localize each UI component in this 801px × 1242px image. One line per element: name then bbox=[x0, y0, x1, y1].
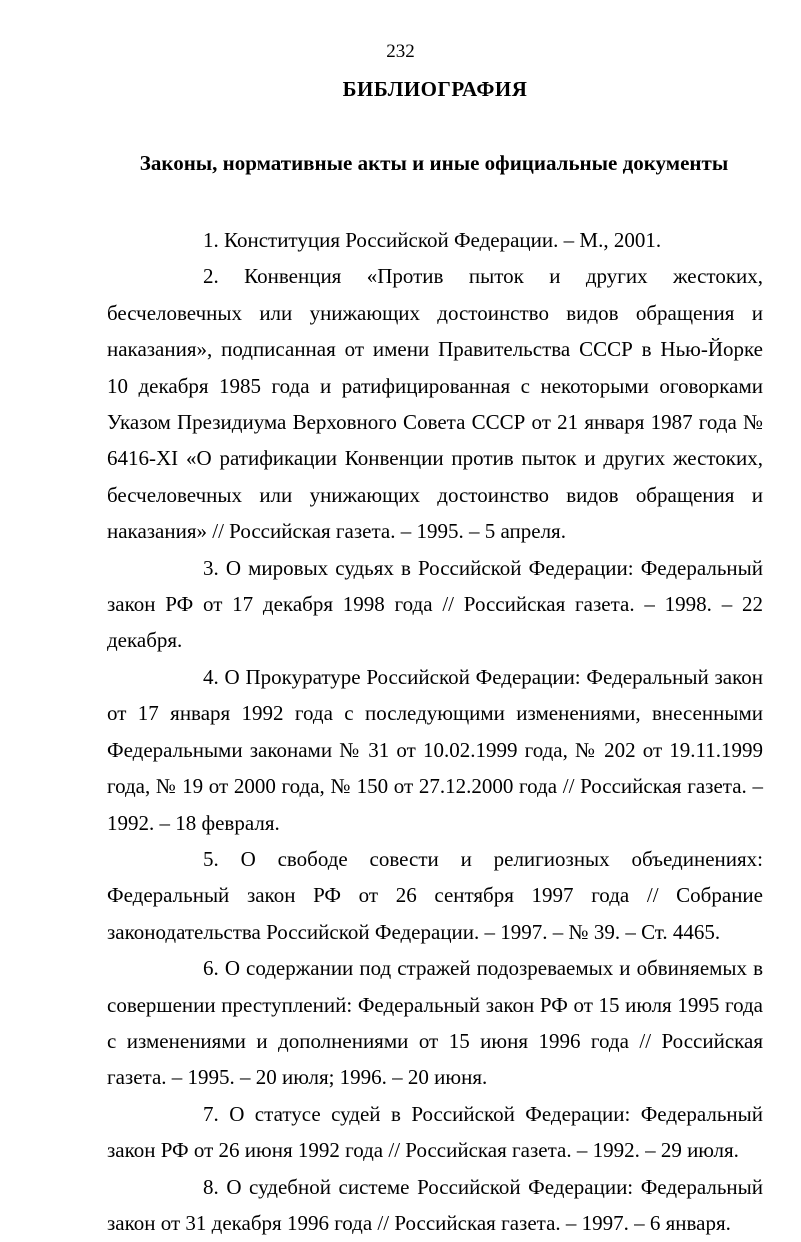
entry-text: О содержании под стражей подозреваемых и обвиняемых в совершении преступлений: Федеральный закон РФ от 15 июля 1995 года с изменениями и дополнениями от 15 июня 1996 года // Российская газета. – 1995. – 20 июля; 1996. – 20 июня. bbox=[107, 956, 764, 1090]
bibliography-entry bbox=[107, 1096, 763, 1169]
entry-text: О судебной системе Российской Федерации: Федеральный закон от 31 декабря 1996 года // Российская газета. – 1997. – 6 января. bbox=[107, 1174, 763, 1235]
bibliography-entry bbox=[107, 659, 763, 841]
entry-number: 8. bbox=[203, 1174, 219, 1199]
bibliography-list bbox=[107, 222, 763, 1241]
entry-number: 2. bbox=[203, 264, 219, 289]
entry-number: 1. bbox=[203, 228, 219, 252]
entry-number: 3. bbox=[203, 555, 219, 580]
entry-text: О Прокуратуре Российской Федерации: Федеральный закон от 17 января 1992 года с последующими изменениями, внесенными Федеральными законами № 31 от 10.02.1999 года, № 202 от 19.11.1999 года, № 19 от 2000 года, № 150 от 27.12.2000 года // Российская газета. –1992. – 18 февраля. bbox=[107, 664, 763, 835]
bibliography-entry bbox=[107, 550, 763, 659]
entry-text: О мировых судьях в Российской Федерации: Федеральный закон РФ от 17 декабря 1998 года // Российская газета. – 1998. – 22 декабря. bbox=[107, 555, 764, 653]
bibliography-entry bbox=[107, 222, 763, 258]
entry-text: О свободе совести и религиозных объединениях: Федеральный закон РФ от 26 сентября 1997 года // Собрание законодательства Российской Федерации. – 1997. – № 39. – Ст. 4465. bbox=[107, 846, 764, 944]
entry-number: 7. bbox=[203, 1101, 219, 1126]
entry-text: О статусе судей в Российской Федерации: Федеральный закон РФ от 26 июня 1992 года // Российская газета. – 1992. – 29 июля. bbox=[107, 1101, 764, 1163]
bibliography-entry bbox=[107, 841, 763, 950]
bibliography-entry bbox=[107, 950, 763, 1096]
page-title: БИБЛИОГРАФИЯ bbox=[342, 77, 528, 101]
entry-number: 5. bbox=[203, 846, 219, 871]
entry-text: Конституция Российской Федерации. – М., 2001. bbox=[224, 228, 662, 252]
entry-number: 4. bbox=[203, 664, 219, 689]
bibliography-entry bbox=[107, 258, 763, 549]
page-number: 232 bbox=[386, 41, 415, 62]
entry-number: 6. bbox=[203, 956, 219, 981]
bibliography-entry bbox=[107, 1169, 763, 1242]
section-heading: Законы, нормативные акты и иные официальные документы bbox=[139, 151, 729, 175]
entry-text: Конвенция «Против пыток и других жестоких, бесчеловечных или унижающих достоинство видов обращения и наказания», подписанная от имени Правительства СССР в Нью-Йорке 10 декабря 1985 года и ратифицированная с некоторыми оговорками Указом Президиума Верховного Совета СССР от 21 января 1987 года № 6416-XI «О ратификации Конвенции против пыток и других жестоких, бесчеловечных или унижающих достоинство видов обращения и наказания» // Российская газета. – 1995. – 5 апреля. bbox=[107, 264, 764, 544]
